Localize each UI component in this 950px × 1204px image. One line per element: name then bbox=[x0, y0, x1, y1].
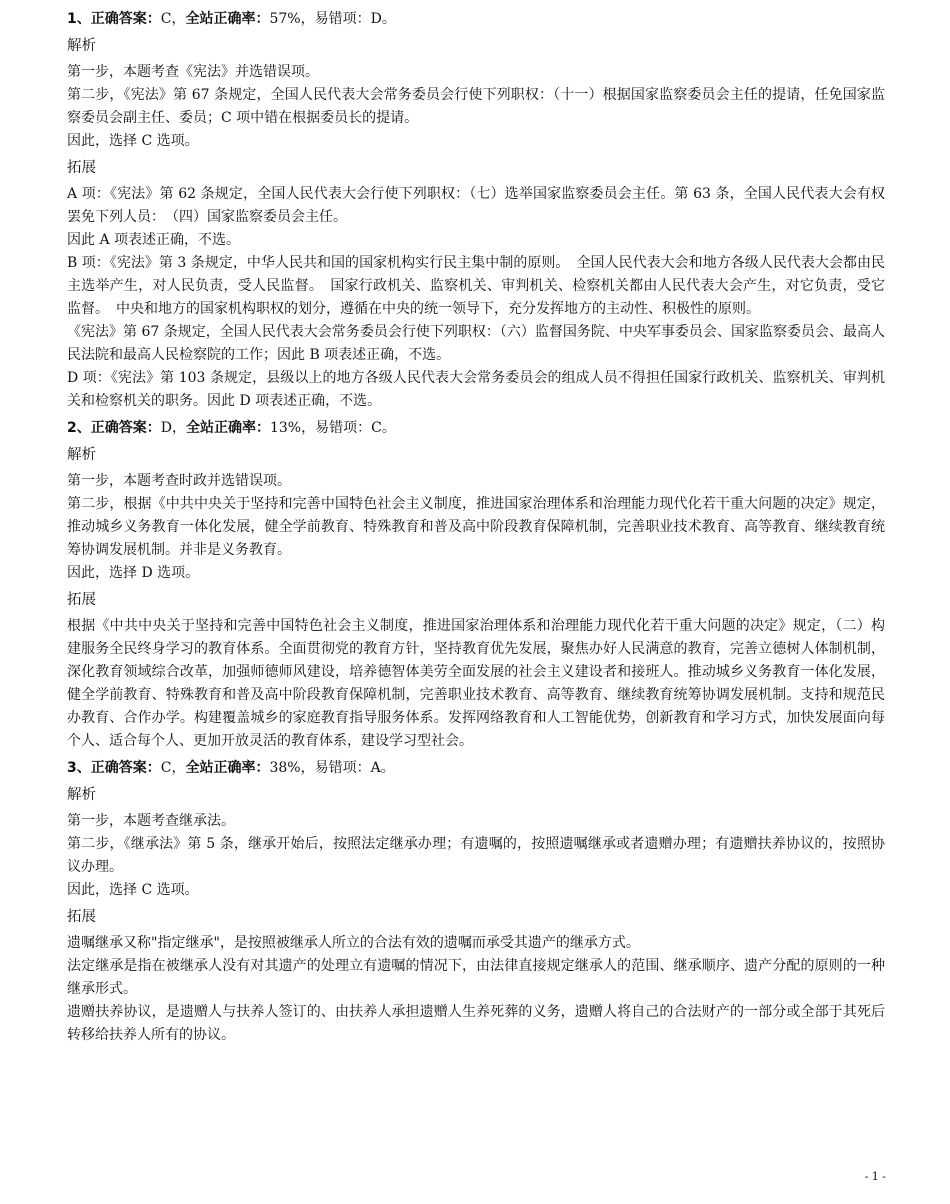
extension-paragraph: D 项：《宪法》第 103 条规定，县级以上的地方各级人民代表大会常务委员会的组成人员不得担任国家行政机关、监察机关、审判机关和检察机关的职务。因此 D 项表述正确，不选。 bbox=[67, 370, 885, 409]
wrong-option: ，易错项：A。 bbox=[300, 760, 395, 776]
page-number: - 1 - bbox=[864, 1170, 886, 1183]
question-number: 3、 bbox=[67, 760, 91, 776]
separator: ， bbox=[171, 420, 186, 436]
wrong-option: ，易错项：C。 bbox=[301, 420, 396, 436]
question-number: 1、 bbox=[67, 11, 91, 27]
question-2 bbox=[67, 417, 885, 753]
document-page bbox=[67, 8, 885, 1051]
extension-paragraph: A 项：《宪法》第 62 条规定，全国人民代表大会行使下列职权：（七）选举国家监察委员会主任。第 63 条，全国人民代表大会有权罢免下列人员： （四）国家监察委员会主任。 bbox=[67, 186, 885, 225]
analysis-paragraph: 因此，选择 C 选项。 bbox=[67, 882, 199, 898]
rate-label: 全站正确率： bbox=[185, 420, 270, 436]
analysis-paragraph: 第一步，本题考查《宪法》并选错误项。 bbox=[67, 64, 319, 80]
analysis-paragraph: 第二步，《继承法》第 5 条，继承开始后，按照法定继承办理；有遗嘱的，按照遗嘱继承或者遗赠办理；有遗赠扶养协议的，按照协议办理。 bbox=[67, 836, 885, 875]
question-header bbox=[67, 8, 885, 31]
analysis-body bbox=[67, 810, 885, 902]
extension-label: 拓展 bbox=[67, 909, 96, 925]
correct-rate: 38% bbox=[269, 760, 301, 776]
extension-label: 拓展 bbox=[67, 160, 96, 176]
extension-paragraph: 《宪法》第 67 条规定，全国人民代表大会常务委员会行使下列职权：（六）监督国务院、中央军事委员会、国家监察委员会、最高人民法院和最高人民检察院的工作；因此 B 项表述正确，不选。 bbox=[67, 324, 885, 363]
extension-body bbox=[67, 932, 885, 1047]
analysis-paragraph: 第二步，《宪法》第 67 条规定，全国人民代表大会常务委员会行使下列职权：（十一）根据国家监察委员会主任的提请，任免国家监察委员会副主任、委员；C 项中错在根据委员长的提请。 bbox=[67, 87, 885, 126]
question-header bbox=[67, 417, 885, 440]
separator: ， bbox=[171, 11, 186, 27]
extension-paragraph: 法定继承是指在被继承人没有对其遗产的处理立有遗嘱的情况下，由法律直接规定继承人的范围、继承顺序、遗产分配的原则的一种继承形式。 bbox=[67, 958, 885, 997]
analysis-label: 解析 bbox=[67, 787, 96, 803]
extension-paragraph: 遗嘱继承又称"指定继承"，是按照被继承人所立的合法有效的遗嘱而承受其遗产的继承方式。 bbox=[67, 935, 640, 951]
analysis-paragraph: 因此，选择 C 选项。 bbox=[67, 133, 199, 149]
correct-rate: 57% bbox=[269, 11, 301, 27]
analysis-paragraph: 因此，选择 D 选项。 bbox=[67, 565, 200, 581]
rate-label: 全站正确率： bbox=[185, 760, 270, 776]
question-3 bbox=[67, 757, 885, 1047]
extension-paragraph: B 项：《宪法》第 3 条规定，中华人民共和国的国家机构实行民主集中制的原则。 全国人民代表大会和地方各级人民代表大会都由民主选举产生，对人民负责，受人民监督。 国家行政机关、监察机关、审判机关、检察机关都由人民代表大会产生，对它负责，受它监督。 中央和地方的国家机构职权的划分，遵循在中央的统一领导下，充分发挥地方的主动性、积极性的原则。 bbox=[67, 255, 885, 317]
extension-paragraph: 遗赠扶养协议，是遗赠人与扶养人签订的、由扶养人承担遗赠人生养死葬的义务，遗赠人将自己的合法财产的一部分或全部于其死后转移给扶养人所有的协议。 bbox=[67, 1004, 885, 1043]
correct-answer: C bbox=[160, 760, 172, 776]
separator: ， bbox=[171, 760, 186, 776]
question-header bbox=[67, 757, 885, 780]
analysis-paragraph: 第二步，根据《中共中央关于坚持和完善中国特色社会主义制度，推进国家治理体系和治理能力现代化若干重大问题的决定》规定，推动城乡义务教育一体化发展，健全学前教育、特殊教育和普及高中阶段教育保障机制，完善职业技术教育、高等教育、继续教育统筹协调发展机制。并非是义务教育。 bbox=[67, 496, 885, 558]
extension-label: 拓展 bbox=[67, 592, 96, 608]
extension-paragraph: 根据《中共中央关于坚持和完善中国特色社会主义制度，推进国家治理体系和治理能力现代化若干重大问题的决定》规定，（二）构建服务全民终身学习的教育体系。全面贯彻党的教育方针，坚持教育优先发展，聚焦办好人民满意的教育，完善立德树人体制机制，深化教育领域综合改革，加强师德师风建设，培养德智体美劳全面发展的社会主义建设者和接班人。推动城乡义务教育一体化发展，健全学前教育、特殊教育和普及高中阶段教育保障机制，完善职业技术教育、高等教育、继续教育统筹协调发展机制。支持和规范民办教育、合作办学。构建覆盖城乡的家庭教育指导服务体系。发挥网络教育和人工智能优势，创新教育和学习方式，加快发展面向每个人、适合每个人、更加开放灵活的教育体系，建设学习型社会。 bbox=[67, 618, 885, 749]
analysis-paragraph: 第一步，本题考查继承法。 bbox=[67, 813, 235, 829]
wrong-option: ，易错项：D。 bbox=[300, 11, 396, 27]
analysis-body bbox=[67, 470, 885, 585]
extension-body bbox=[67, 615, 885, 753]
answer-label: 正确答案： bbox=[90, 11, 161, 27]
analysis-body bbox=[67, 61, 885, 153]
rate-label: 全站正确率： bbox=[185, 11, 270, 27]
correct-answer: C bbox=[160, 11, 172, 27]
analysis-paragraph: 第一步，本题考查时政并选错误项。 bbox=[67, 473, 291, 489]
question-number: 2、 bbox=[67, 420, 91, 436]
question-1 bbox=[67, 8, 885, 413]
analysis-label: 解析 bbox=[67, 38, 96, 54]
extension-paragraph: 因此 A 项表述正确，不选。 bbox=[67, 232, 241, 248]
extension-body bbox=[67, 183, 885, 413]
answer-label: 正确答案： bbox=[90, 760, 161, 776]
correct-answer: D bbox=[160, 420, 172, 436]
correct-rate: 13% bbox=[269, 420, 302, 436]
answer-label: 正确答案： bbox=[90, 420, 161, 436]
analysis-label: 解析 bbox=[67, 447, 96, 463]
